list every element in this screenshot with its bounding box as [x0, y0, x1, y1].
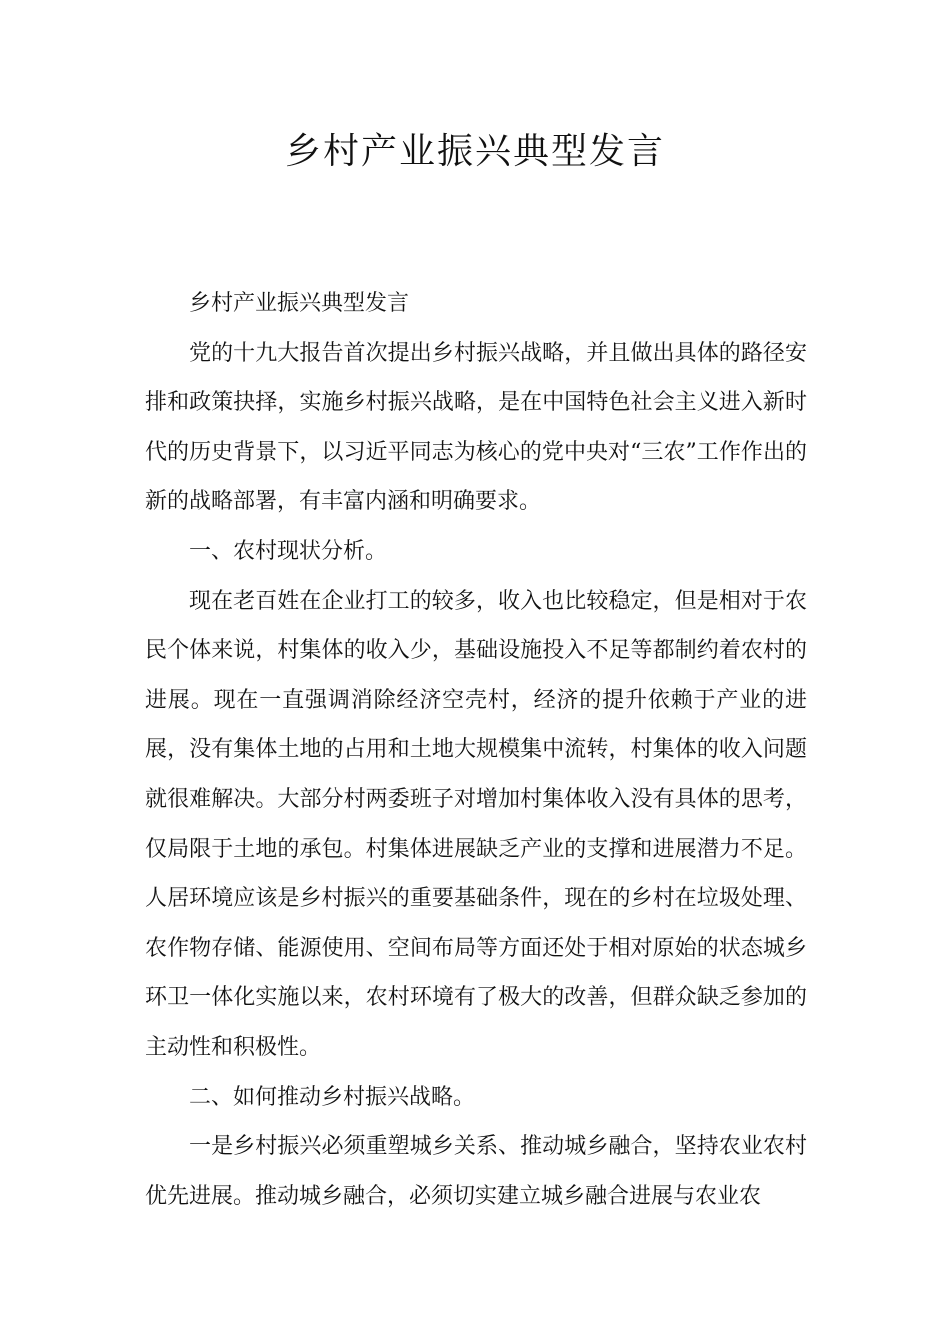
paragraph-intro: 党的十九大报告首次提出乡村振兴战略，并且做出具体的路径安排和政策抉择，实施乡村振兴战略，是在中国特色社会主义进入新时代的历史背景下，以习近平同志为核心的党中央对“三农”工作作出的新的战略部署，有丰富内涵和明确要求。 — [145, 340, 807, 515]
paragraph-subtitle: 乡村产业振兴典型发言 — [189, 291, 410, 316]
paragraph-strategy: 一是乡村振兴必须重塑城乡关系、推动城乡融合，坚持农业农村优先进展。推动城乡融合，必须切实建立城乡融合进展与农业农 — [145, 1134, 807, 1209]
document-body — [145, 279, 807, 1221]
paragraph-analysis: 现在老百姓在企业打工的较多，收入也比较稳定，但是相对于农民个体来说，村集体的收入少，基础设施投入不足等都制约着农村的进展。现在一直强调消除经济空壳村，经济的提升依赖于产业的进展，没有集体土地的占用和土地大规模集中流转，村集体的收入问题就很难解决。大部分村两委班子对增加村集体收入没有具体的思考，仅局限于土地的承包。村集体进展缺乏产业的支撑和进展潜力不足。人居环境应该是乡村振兴的重要基础条件，现在的乡村在垃圾处理、农作物存储、能源使用、空间布局等方面还处于相对原始的状态城乡环卫一体化实施以来，农村环境有了极大的改善，但群众缺乏参加的主动性和积极性。 — [145, 588, 807, 1060]
section-heading-1: 一、农村现状分析。 — [189, 538, 388, 564]
document-title: 乡村产业振兴典型发言 — [284, 131, 665, 172]
section-heading-2: 二、如何推动乡村振兴战略。 — [189, 1084, 476, 1110]
